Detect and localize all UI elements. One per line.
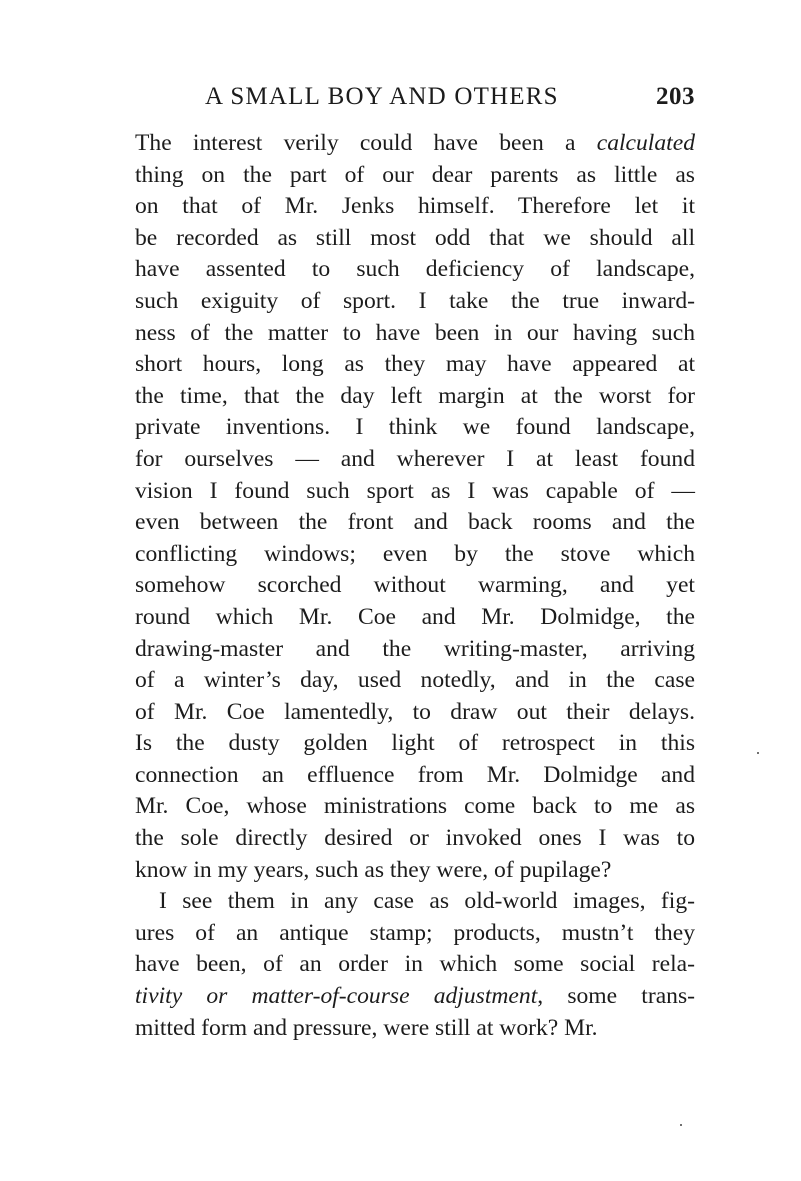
text-segment: connection an effluence from Mr. Dolmidge and xyxy=(135,761,695,788)
text-segment: ness of the matter to have been in our having such xyxy=(135,319,695,346)
text-segment: ures of an antique stamp; products, mustn’t they xyxy=(135,919,695,946)
text-line xyxy=(135,254,695,286)
text-segment: round which Mr. Coe and Mr. Dolmidge, the xyxy=(135,603,695,630)
text-segment: private inventions. I think we found landscape, xyxy=(135,414,695,441)
text-line xyxy=(135,507,695,539)
text-segment: know in my years, such as they were, of pupilage? xyxy=(135,856,612,883)
paper-speck xyxy=(680,1124,682,1126)
text-segment: somehow scorched without warming, and yet xyxy=(135,572,695,599)
text-line xyxy=(135,191,695,223)
page-number: 203 xyxy=(656,83,695,110)
text-segment: The interest verily could have been a xyxy=(135,130,597,156)
text-line xyxy=(135,539,695,571)
text-segment: of Mr. Coe lamentedly, to draw out their delays. xyxy=(135,698,695,725)
text-segment: drawing-master and the writing-master, arriving xyxy=(135,635,695,662)
text-segment: such exiguity of sport. I take the true inward- xyxy=(135,287,695,314)
text-segment: even between the front and back rooms and the xyxy=(135,509,695,536)
text-line xyxy=(135,697,695,729)
text-segment: have assented to such deficiency of landscape, xyxy=(135,256,695,283)
text-segment: short hours, long as they may have appeared at xyxy=(135,351,695,378)
text-segment: the sole directly desired or invoked ones I was to xyxy=(135,825,695,852)
text-segment: vision I found such sport as I was capable of — xyxy=(135,477,695,504)
text-line xyxy=(135,349,695,381)
text-line xyxy=(135,128,695,160)
body-text xyxy=(135,128,695,1044)
text-segment: of a winter’s day, used notedly, and in the case xyxy=(135,667,695,694)
text-segment: the time, that the day left margin at the worst for xyxy=(135,382,695,409)
text-segment: on that of Mr. Jenks himself. Therefore let it xyxy=(135,193,695,220)
text-segment: have been, of an order in which some social rela- xyxy=(135,951,695,978)
text-line xyxy=(135,318,695,350)
text-line xyxy=(135,918,695,950)
running-head xyxy=(205,80,695,114)
italic-text: tivity or matter-of-course adjustment xyxy=(135,983,538,1010)
text-segment: I see them in any case as old-world images, fig- xyxy=(159,888,695,915)
text-line xyxy=(135,1013,695,1045)
text-line xyxy=(135,665,695,697)
text-line xyxy=(135,728,695,760)
text-segment: mitted form and pressure, were still at work? Mr. xyxy=(135,1014,598,1041)
text-line xyxy=(135,476,695,508)
text-segment: be recorded as still most odd that we should all xyxy=(135,224,695,251)
text-line xyxy=(135,444,695,476)
text-line xyxy=(135,381,695,413)
text-segment: Mr. Coe, whose ministrations come back to me as xyxy=(135,793,695,820)
italic-text: calculated xyxy=(596,130,695,156)
text-segment: for ourselves — and wherever I at least found xyxy=(135,445,695,472)
text-line xyxy=(135,570,695,602)
text-line xyxy=(135,855,695,887)
text-line xyxy=(135,823,695,855)
text-line xyxy=(135,634,695,666)
text-line xyxy=(135,286,695,318)
text-line xyxy=(135,949,695,981)
text-line xyxy=(135,981,695,1013)
paper-speck xyxy=(757,752,759,754)
text-line xyxy=(135,412,695,444)
text-segment: conflicting windows; even by the stove which xyxy=(135,540,695,567)
text-line xyxy=(135,760,695,792)
text-line xyxy=(135,886,695,918)
text-line xyxy=(135,223,695,255)
text-segment: , some trans- xyxy=(537,983,696,1010)
text-line xyxy=(135,160,695,192)
text-line xyxy=(135,791,695,823)
running-title: A SMALL BOY AND OTHERS xyxy=(205,83,559,110)
text-segment: Is the dusty golden light of retrospect in this xyxy=(135,730,695,757)
text-line xyxy=(135,602,695,634)
text-segment: thing on the part of our dear parents as little as xyxy=(135,161,695,188)
